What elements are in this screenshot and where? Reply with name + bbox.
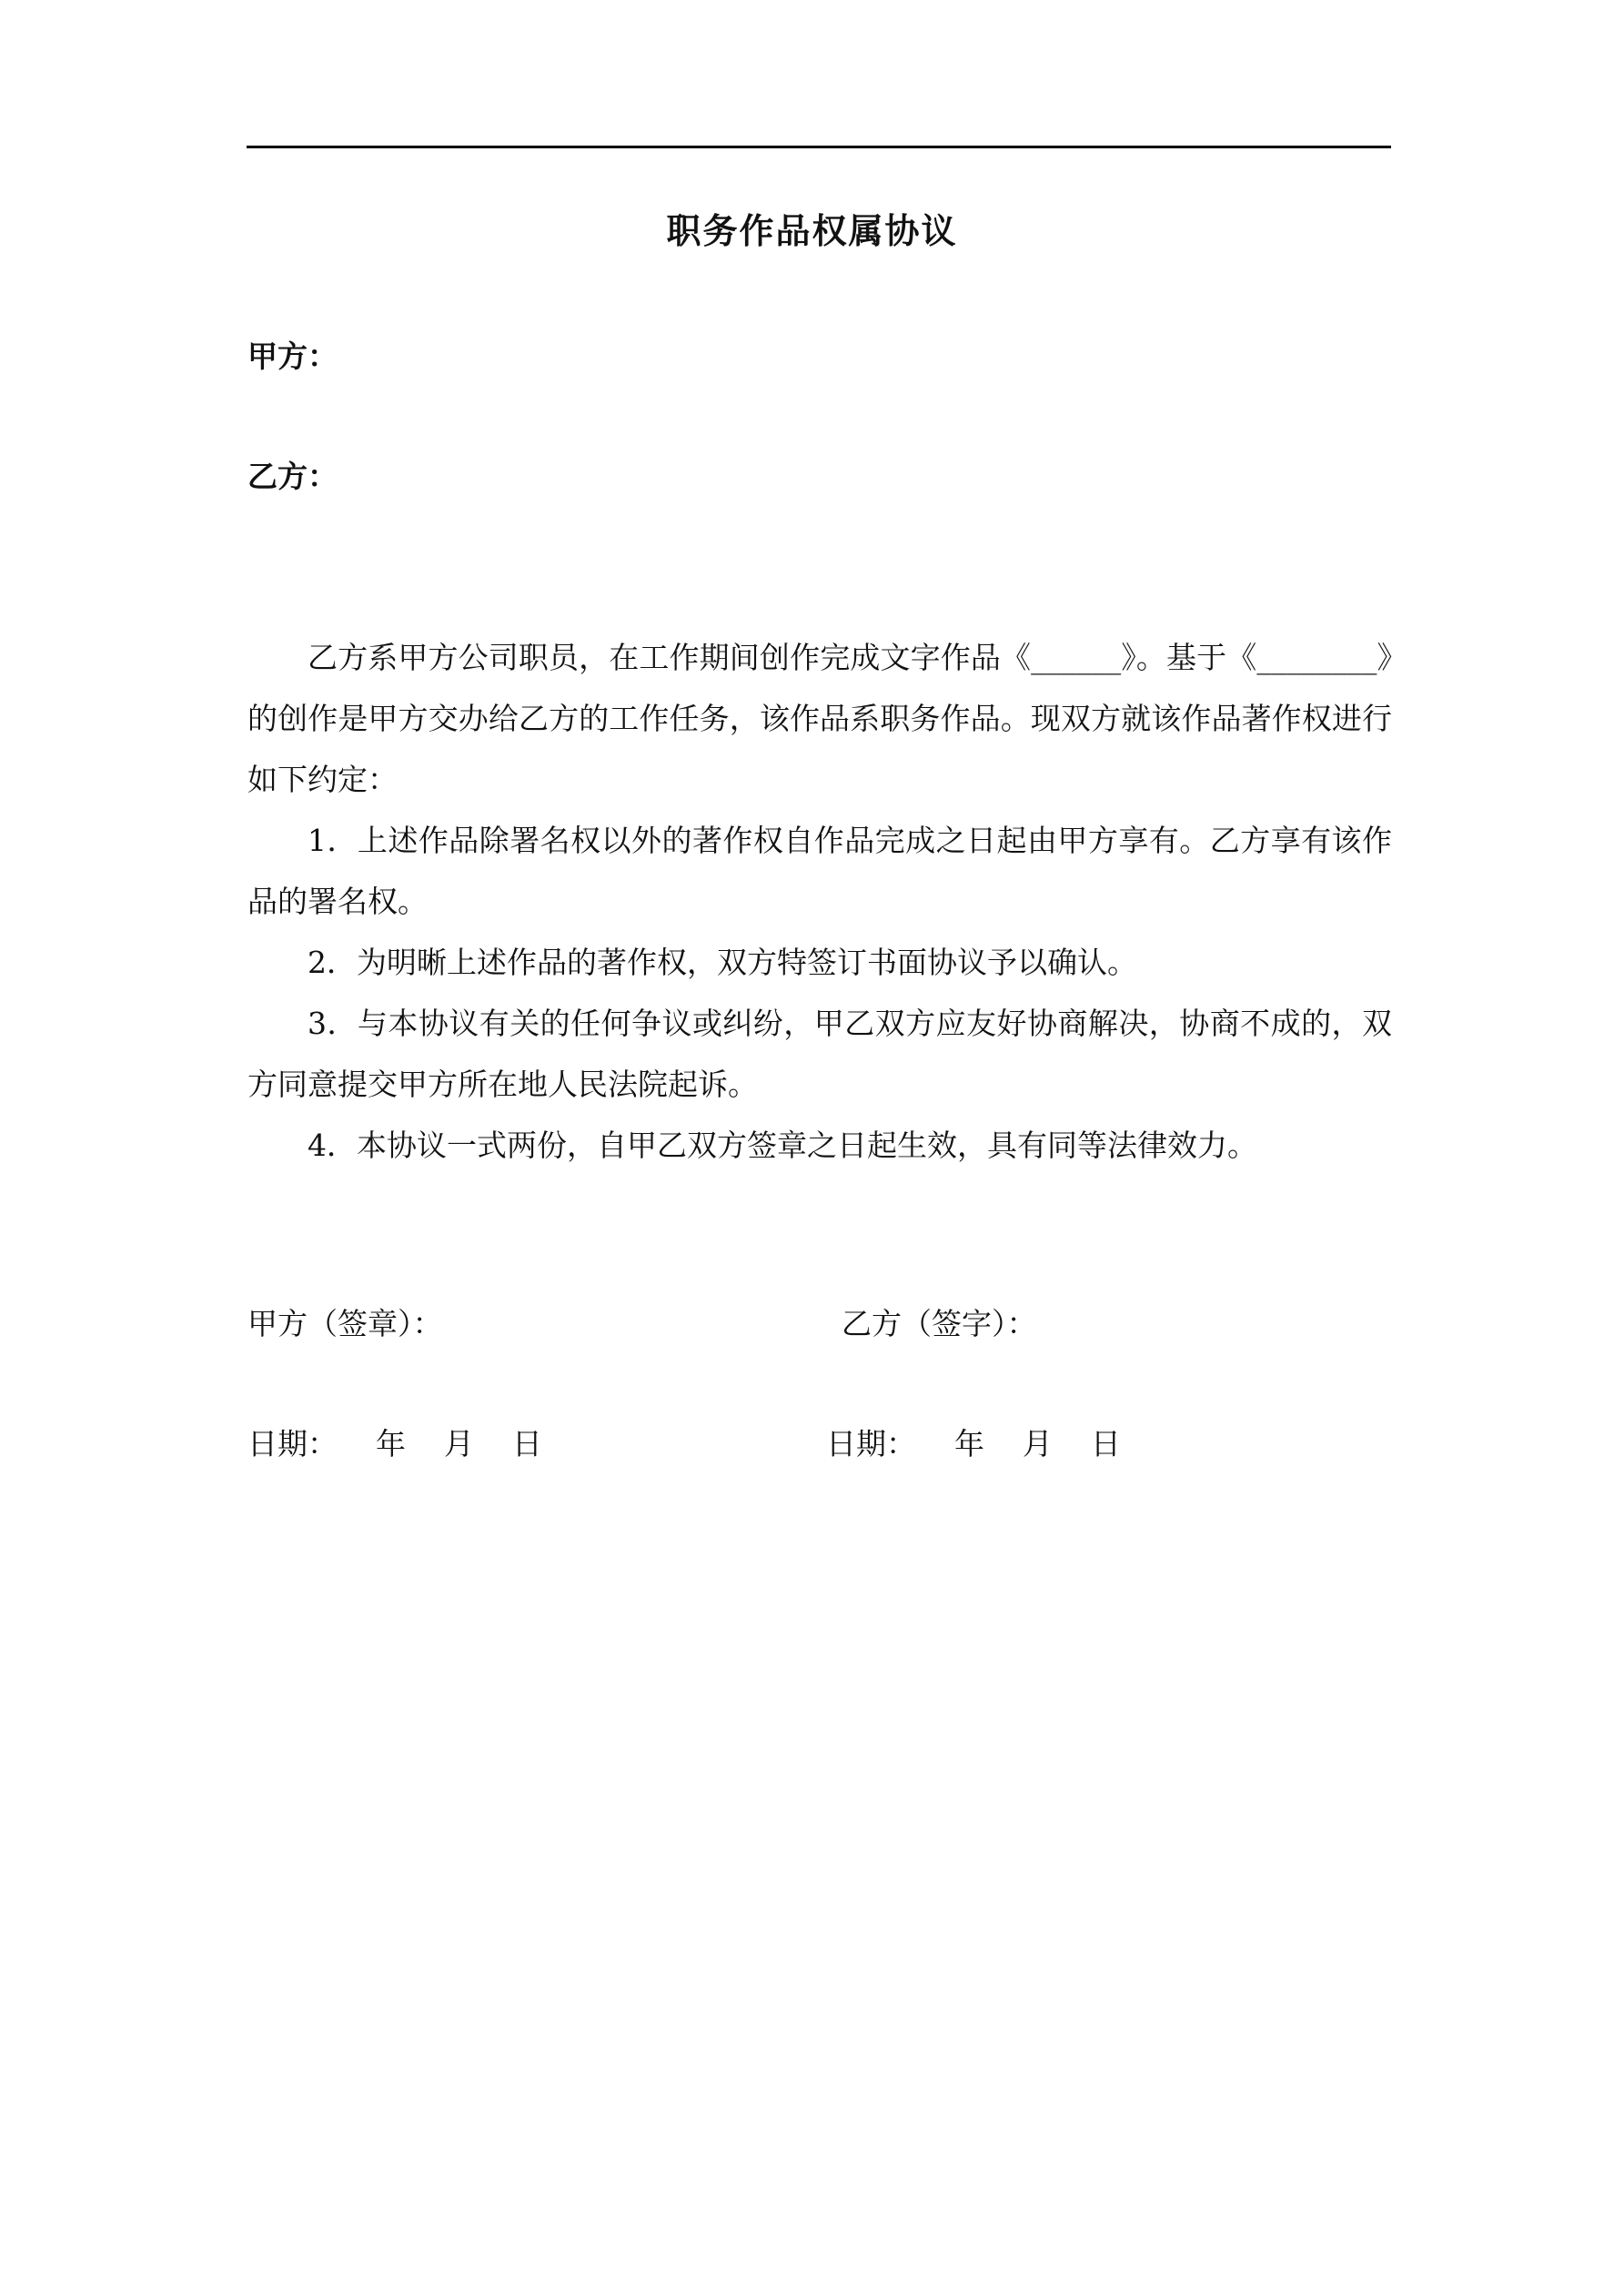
party-b-label: 乙方： xyxy=(247,459,338,494)
header-rule xyxy=(247,146,1391,148)
clause-2: 2．为明晰上述作品的著作权，双方特签订书面协议予以确认。 xyxy=(308,945,1137,980)
clause-4: 4．本协议一式两份，自甲乙双方签章之日起生效，具有同等法律效力。 xyxy=(308,1128,1257,1163)
intro-paragraph xyxy=(247,627,1392,810)
clause-list xyxy=(247,810,1392,1176)
date-party-b: 日期： 年 月 日 xyxy=(826,1426,1121,1462)
signature-party-b: 乙方（签字）： xyxy=(842,1306,1037,1341)
clause-1: 1．上述作品除署名权以外的著作权自作品完成之日起由甲方享有。乙方享有该作品的署名权。 xyxy=(247,823,1392,919)
party-a-label: 甲方： xyxy=(247,339,338,374)
document-title: 职务作品权属协议 xyxy=(666,210,958,251)
clause-3: 3．与本协议有关的任何争议或纠纷，甲乙双方应友好协商解决，协商不成的，双方同意提交甲方所在地人民法院起诉。 xyxy=(247,1006,1392,1102)
intro-text: 乙方系甲方公司职员，在工作期间创作完成文字作品《______》。基于《________》的创作是甲方交办给乙方的工作任务，该作品系职务作品。现双方就该作品著作权进行如下约定： xyxy=(247,640,1392,797)
date-party-a: 日期： 年 月 日 xyxy=(247,1426,542,1462)
signature-party-a: 甲方（签章）： xyxy=(247,1306,443,1341)
